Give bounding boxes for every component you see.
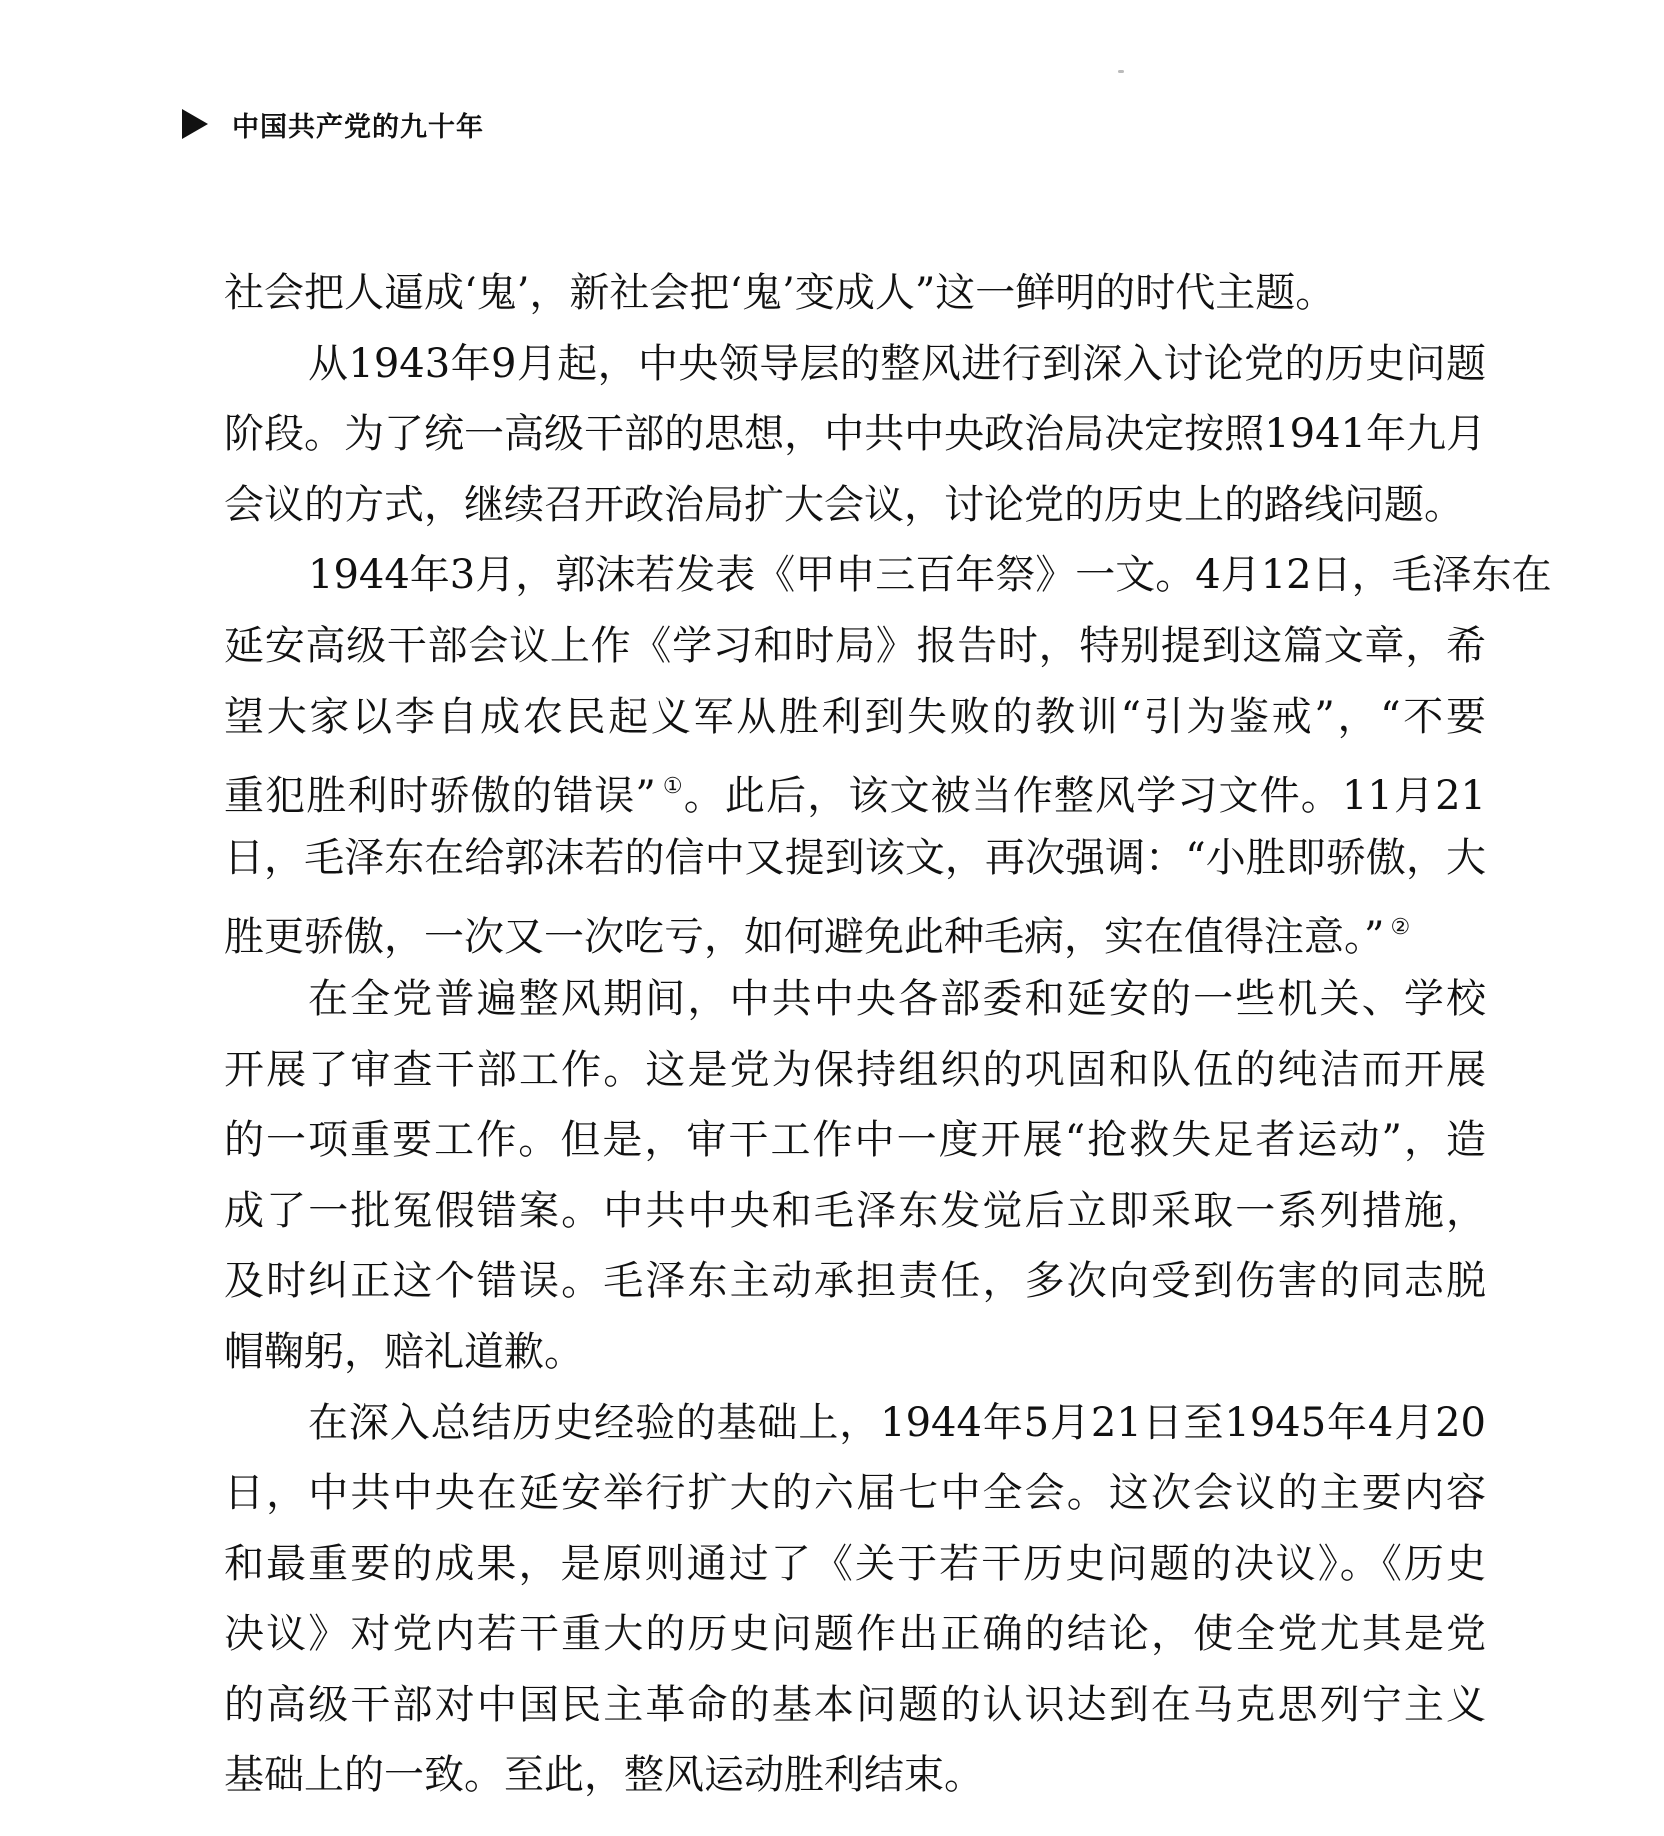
body-text: [224, 258, 1552, 1811]
paragraph-line: 开展了审查干部工作。这是党为保持组织的巩固和队伍的纯洁而开展: [224, 1046, 1486, 1093]
paragraph-line: 社会把人逼成‘鬼’，新社会把‘鬼’变成人”这一鲜明的时代主题。: [224, 270, 1336, 316]
running-header: [182, 104, 484, 144]
paragraph-line: 延安高级干部会议上作《学习和时局》报告时，特别提到这篇文章，希: [224, 622, 1486, 669]
paragraph-line: [224, 893, 1486, 964]
footnote-marker[interactable]: ①: [661, 774, 684, 800]
line-text: 重犯胜利时骄傲的错误”: [224, 773, 656, 820]
line-text: 。此后，该文被当作整风学习文件。11月21: [683, 773, 1487, 820]
footnote-marker[interactable]: ②: [1390, 915, 1411, 941]
paragraph-line: 会议的方式，继续召开政治局扩大会议，讨论党的历史上的路线问题。: [224, 481, 1464, 528]
paragraph-line: 的高级干部对中国民主革命的基本问题的认识达到在马克思列宁主义: [224, 1681, 1486, 1728]
line-text: 胜更骄傲，一次又一次吃亏，如何避免此种毛病，实在值得注意。”: [224, 914, 1385, 961]
paragraph-line: 日，毛泽东在给郭沫若的信中又提到该文，再次强调：“小胜即骄傲，大: [224, 834, 1486, 881]
paragraph-line: 阶段。为了统一高级干部的思想，中共中央政治局决定按照1941年九月: [224, 411, 1486, 458]
paragraph-line: 日，中共中央在延安举行扩大的六届七中全会。这次会议的主要内容: [224, 1470, 1486, 1517]
paragraph-line: 决议》对党内若干重大的历史问题作出正确的结论，使全党尤其是党: [224, 1611, 1486, 1658]
paragraph-line: 和最重要的成果，是原则通过了《关于若干历史问题的决议》。《历史: [224, 1540, 1486, 1587]
paragraph-line: 1944年3月，郭沫若发表《甲申三百年祭》一文。4月12日，毛泽东在: [308, 552, 1552, 599]
paragraph-line: [224, 752, 1486, 823]
paragraph-line: 在全党普遍整风期间，中共中央各部委和延安的一些机关、学校: [308, 975, 1486, 1022]
scan-speck: [1118, 70, 1124, 73]
paragraph-line: 从1943年9月起，中央领导层的整风进行到深入讨论党的历史问题: [308, 340, 1486, 387]
paragraph-line: 帽鞠躬，赔礼道歉。: [224, 1328, 584, 1375]
paragraph-line: 及时纠正这个错误。毛泽东主动承担责任，多次向受到伤害的同志脱: [224, 1258, 1486, 1305]
paragraph-line: 成了一批冤假错案。中共中央和毛泽东发觉后立即采取一系列措施，: [224, 1187, 1486, 1234]
paragraph-line: 在深入总结历史经验的基础上，1944年5月21日至1945年4月20: [308, 1399, 1486, 1446]
book-title: 中国共产党的九十年: [232, 111, 484, 143]
triangle-right-icon: [182, 109, 208, 139]
paragraph-line: 的一项重要工作。但是，审干工作中一度开展“抢救失足者运动”，造: [224, 1117, 1486, 1164]
paragraph-line: 望大家以李自成农民起义军从胜利到失败的教训“引为鉴戒”，“不要: [224, 693, 1486, 740]
paragraph-line: 基础上的一致。至此，整风运动胜利结束。: [224, 1752, 984, 1799]
